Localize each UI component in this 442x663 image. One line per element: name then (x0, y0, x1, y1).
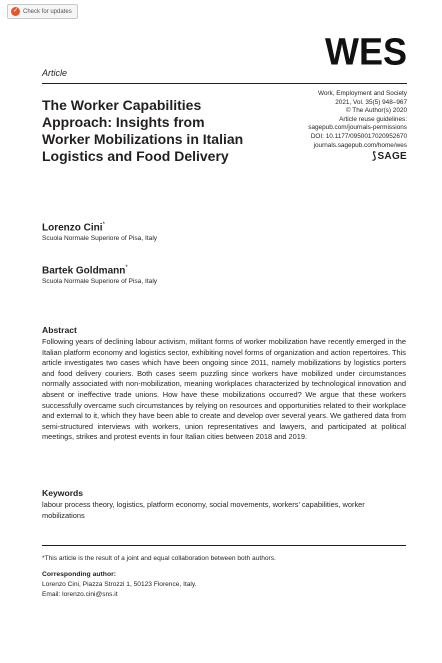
journal-volume: 2021, Vol. 35(5) 948–967 (335, 98, 407, 106)
check-for-updates-badge[interactable] (7, 4, 78, 19)
sage-mark-icon: ⟆ (372, 151, 377, 162)
keywords-heading: Keywords (42, 488, 84, 498)
author-footnote: *This article is the result of a joint and equal collaboration between both authors. (42, 555, 276, 562)
reuse-guidelines-link[interactable]: sagepub.com/journals-permissions (308, 124, 407, 132)
author-name (42, 222, 157, 233)
author-footnote-mark: * (125, 265, 128, 271)
header-divider (42, 83, 407, 84)
author-affiliation: Scuola Normale Superiore of Pisa, Italy (42, 278, 158, 286)
check-for-updates-label: Check for updates (23, 8, 72, 15)
journal-name: Work, Employment and Society (317, 90, 407, 97)
author-name-text: Bartek Goldmann (42, 265, 126, 277)
article-type-label: Article (42, 68, 68, 78)
corresponding-author-heading: Corresponding author: (42, 571, 117, 578)
update-check-icon: ✓ (12, 8, 19, 14)
doi-link[interactable]: DOI: 10.1177/0950017020952670 (310, 132, 407, 140)
publisher-name: SAGE (377, 151, 407, 162)
publisher-logo (372, 151, 407, 162)
abstract-heading: Abstract (42, 325, 77, 335)
reuse-guidelines-label: Article reuse guidelines: (339, 115, 407, 123)
author-name (42, 265, 157, 276)
article-title: The Worker Capabilities Approach: Insights from Worker Mobilizations in Italian Logistics and Food Delivery (42, 97, 244, 164)
journal-logo: WES (324, 30, 407, 74)
abstract-text: Following years of declining labour activism, militant forms of worker mobilization have recently emerged in the Italian platform economy and logistics sector, exhibiting novel forms of organization and action repertoires. This article investigates two cases which have been ongoing since 2011, namely mobilizations by logistics porters and food delivery couriers. Both cases seem puzzling since workers have mobilized under circumstances normally associated with non-mobilization, meaning workplaces characterized by technological innovation and absent or ineffective trade unions. How have these mobilizations occurred? We argue that these workers successfully overcame such circumstances by relying on resources and opportunities related to their workplace and external to it, which they have been able to create and develop over several years. We gathered data from semi-structured interviews with workers, union representatives and lawyers, and participated at political meetings, strikes and protest events in four Italian cities between 2018 and 2019. (42, 337, 406, 442)
author-block-1 (42, 222, 157, 242)
author-footnote-mark: * (102, 222, 105, 228)
corresponding-author-address: Lorenzo Cini, Piazza Strozzi 1, 50123 Florence, Italy. (42, 581, 197, 588)
corresponding-author-email[interactable]: Email: lorenzo.cini@sns.it (42, 591, 118, 598)
journal-homepage-link[interactable]: journals.sagepub.com/home/wes (313, 141, 407, 149)
author-affiliation: Scuola Normale Superiore of Pisa, Italy (42, 235, 158, 243)
keywords-text: labour process theory, logistics, platform economy, social movements, workers’ capabilities, worker mobilizations (42, 500, 365, 520)
footnote-divider (42, 545, 406, 546)
journal-info-block (237, 90, 407, 150)
author-name-text: Lorenzo Cini (42, 222, 103, 234)
author-block-2 (42, 265, 157, 285)
journal-copyright: © The Author(s) 2020 (345, 107, 407, 115)
